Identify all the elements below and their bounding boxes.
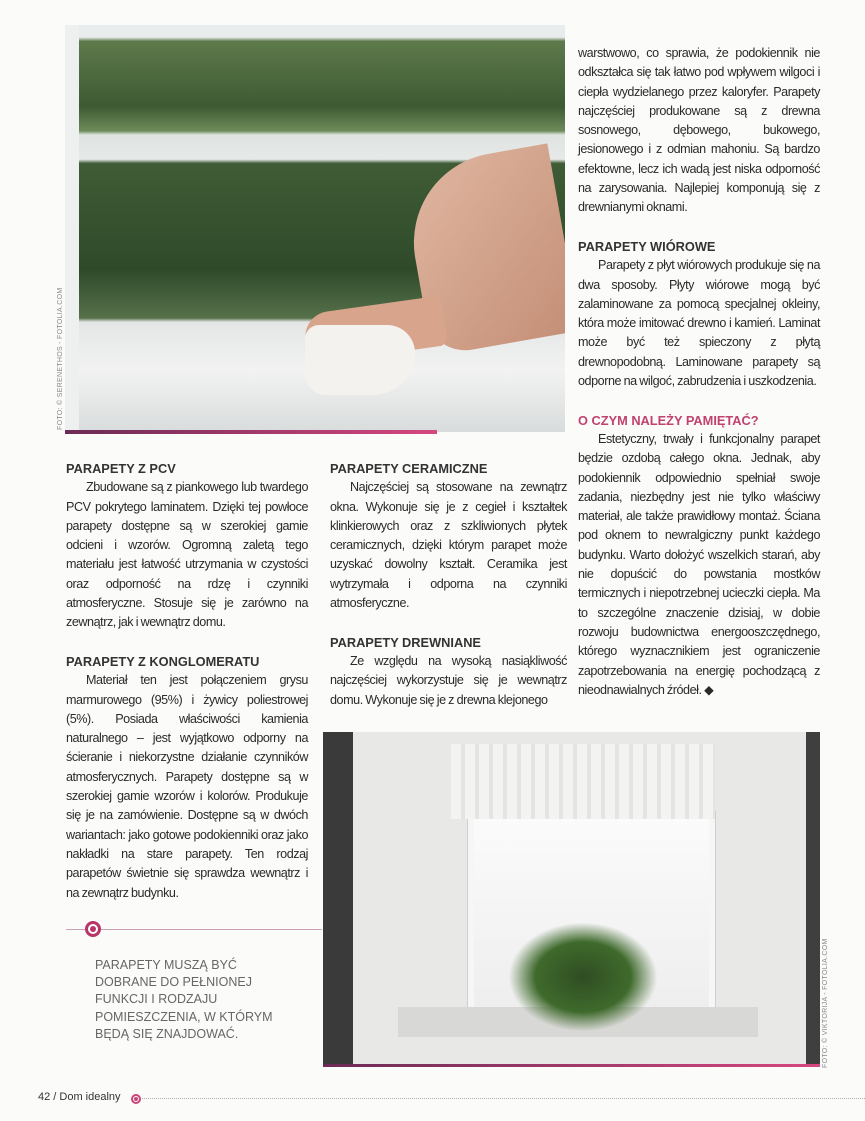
target-dot-icon [85,921,101,937]
photo-window-cleaning [65,25,565,432]
photo-credit-top: FOTO: © SERENETHOS - FOTOLIA.COM [57,287,64,430]
text-drewniane-cont: warstwowo, co sprawia, że podokiennik nie odkształca się tak łatwo pod wpływem wilgoci i ciepła wydzielanego przez kaloryfer. Parapety najczęściej produkowane są z drewna sosnowego, dębowego, bukowego, jesionowego i z odmian mahoniu. Są bardzo efektowne, lecz ich wadą jest niska odporność na zarysowania. Najlepiej komponują się z drewnianymi oknami. [578,46,820,215]
pull-quote-line: FUNKCJI I RODZAJU [95,992,218,1007]
text-pamietac: Estetyczny, trwały i funkcjonalny parapet będzie ozdobą całego okna. Jednak, aby podokiennik odpowiednio spełniał swoje zadania, niezbędny jest nie tylko właściwy materiał, ale także prawidłowy montaż. Ściana pod oknem to newralgiczny punkt każdego budynku. Warto dołożyć wszelkich starań, aby nie dopuścić do powstania mostków termicznych i niepotrzebnej ucieczki ciepła. Ma to szczególne znaczenie dzisiaj, w dobie rozwoju budownictwa energooszczędnego, którego wyznacznikiem jest ograniczenie zapotrzebowania na energię pochodzącą z nieodnawialnych źródeł. ◆ [578,431,820,697]
footer-divider [142,1098,865,1099]
heading-pcv: PARAPETY Z PCV [66,461,176,476]
photo-window-plant [323,732,820,1065]
pull-quote-line: BĘDĄ SIĘ ZNAJDOWAĆ. [95,1026,239,1041]
accent-bar-top [65,430,437,434]
text-ceramiczne: Najczęściej są stosowane na zewnątrz okna. Wykonuje się je z cegieł i kształtek klinkierowych oraz z szkliwionych płytek ceramicznych, dzięki którym parapet może uzyskać dowolny kształt. Ceramika jest wytrzymała i odporna na czynniki atmosferyczne. [330,480,567,611]
pull-quote-line: POMIESZCZENIA, W KTÓRYM [95,1009,273,1024]
heading-pamietac: O CZYM NALEŻY PAMIĘTAĆ? [578,412,759,428]
column-2 [330,459,567,710]
accent-bar-bottom [323,1064,820,1067]
text-pcv: Zbudowane są z piankowego lub twardego PCV pokrytego laminatem. Dzięki tej powłoce parapety dostępne są w szerokiej gamie odcieni i wzorów. Ogromną zaletą tego materiału jest łatwość utrzymania w czystości oraz odporność na rdzę i czynniki atmosferyczne. Stosuje się je zarówno na zewnątrz, jak i wewnątrz domu. [66,480,308,630]
heading-konglomerat: PARAPETY Z KONGLOMERATU [66,653,260,669]
pull-quote-line: PARAPETY MUSZĄ BYĆ [95,958,237,972]
column-1 [66,459,308,903]
text-konglomerat: Materiał ten jest połączeniem grysu marmurowego (95%) i żywicy poliestrowej (5%). Posiada właściwości kamienia naturalnego – jest wyjątkowo odporny na ścieranie i niekorzystne działanie czynników atmosferycznych. Parapety dostępne są w szerokiej gamie wzorów i kolorów. Produkuje się je na zamówienie. Dostępne są w dwóch wariantach: jako gotowe podokienniki oraz jako nakładki na stare parapety. Ten rodzaj parapetów świetnie się sprawdza wewnątrz i na zewnątrz budynku. [66,673,308,900]
quote-divider [66,929,322,930]
heading-wiorowe: PARAPETY WIÓROWE [578,238,716,254]
column-3 [578,44,820,700]
pull-quote [95,957,273,1043]
footer-dot-icon [131,1094,141,1104]
heading-drewniane: PARAPETY DREWNIANE [330,634,481,650]
heading-ceramiczne: PARAPETY CERAMICZNE [330,461,488,476]
page-footer-label: 42 / Dom idealny [38,1091,121,1103]
photo-credit-bottom: FOTO: © VIKTORIJA - FOTOLIA.COM [822,938,829,1068]
text-drewniane: Ze względu na wysoką nasiąkliwość najczęściej wykorzystuje się je wewnątrz domu. Wykonuje się je z drewna klejonego [330,653,567,707]
text-wiorowe: Parapety z płyt wiórowych produkuje się na dwa sposoby. Płyty wiórowe mogą być zalaminowane za pomocą specjalnej okleiny, która może imitować drewno i kamień. Laminat może być też spieczony z płytą drewnopodobną. Laminowane parapety są odporne na wilgoć, zabrudzenia i uszkodzenia. [578,258,820,389]
pull-quote-line: DOBRANE DO PEŁNIONEJ [95,975,252,990]
